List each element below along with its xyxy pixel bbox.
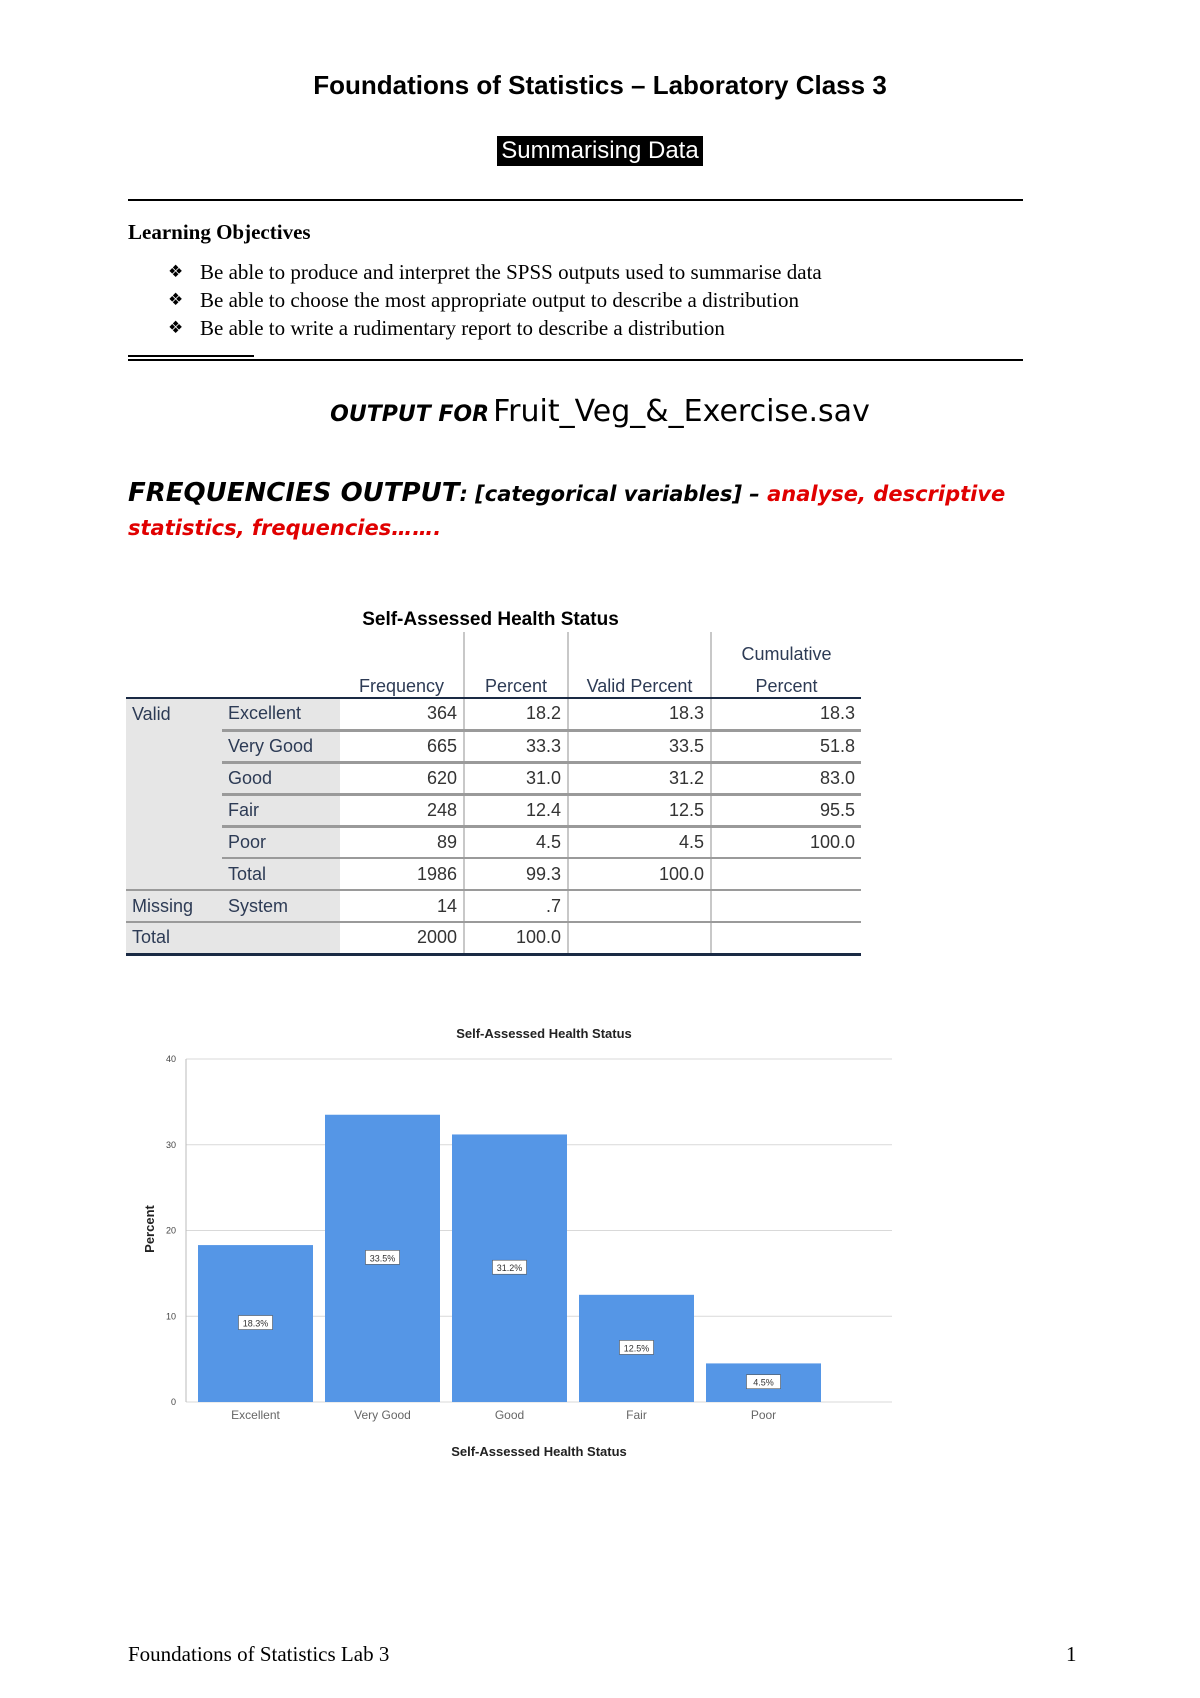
cell-cumulative: 95.5 (711, 794, 861, 826)
frequencies-menu-path-2: statistics, frequencies……. (128, 516, 442, 540)
data-label: 18.3% (242, 1318, 269, 1329)
y-tick-label: 30 (165, 1139, 176, 1150)
table-header-row (126, 632, 861, 665)
row-label: Total (222, 858, 340, 890)
column-header-valid-percent: Valid Percent (568, 665, 711, 698)
x-tick-label: Good (494, 1408, 525, 1422)
cell-percent: 31.0 (464, 762, 568, 794)
row-group-label-valid: Valid (126, 698, 222, 730)
cell-frequency: 364 (340, 698, 464, 730)
cell-frequency: 14 (340, 890, 464, 922)
table-row (126, 826, 861, 858)
cell-frequency: 665 (340, 730, 464, 762)
row-label: Good (222, 762, 340, 794)
cell-cumulative: 18.3 (711, 698, 861, 730)
cell-valid-percent: 4.5 (568, 826, 711, 858)
cell-percent: 99.3 (464, 858, 568, 890)
x-tick-label: Excellent (231, 1408, 280, 1422)
row-label: Very Good (222, 730, 340, 762)
cell-valid-percent: 31.2 (568, 762, 711, 794)
table-row (126, 762, 861, 794)
cell-cumulative: 83.0 (711, 762, 861, 794)
table-title: Self-Assessed Health Status (362, 609, 619, 630)
row-group-label-missing: Missing (126, 890, 222, 922)
x-tick-label: Fair (626, 1408, 647, 1422)
subtitle-wrap (0, 136, 1200, 166)
output-filename: Fruit_Veg_&_Exercise.sav (493, 394, 870, 429)
cell-frequency: 620 (340, 762, 464, 794)
cell-valid-percent: 12.5 (568, 794, 711, 826)
chart-y-axis-label: Percent (142, 1205, 157, 1253)
footer-text: Foundations of Statistics Lab 3 (128, 1642, 390, 1666)
diamond-bullet-icon: ❖ (168, 318, 184, 338)
cell-percent: 12.4 (464, 794, 568, 826)
chart-x-axis-label: Self-Assessed Health Status (451, 1444, 627, 1459)
cell-valid-percent: 33.5 (568, 730, 711, 762)
y-tick-label: 10 (165, 1311, 176, 1322)
list-item (168, 314, 822, 342)
cell-valid-percent: 100.0 (568, 858, 711, 890)
cell-frequency: 248 (340, 794, 464, 826)
x-tick-label: Very Good (354, 1408, 411, 1422)
table-row (126, 698, 861, 730)
cell-frequency: 2000 (340, 922, 464, 954)
column-header-cumulative-top: Cumulative (711, 632, 861, 665)
cell-valid-percent: 18.3 (568, 698, 711, 730)
table-row (126, 794, 861, 826)
cell-cumulative: 51.8 (711, 730, 861, 762)
page-number: 1 (1066, 1642, 1077, 1666)
bar-chart (128, 1024, 908, 1464)
frequencies-label: FREQUENCIES OUTPUT (128, 478, 460, 508)
data-label: 31.2% (496, 1263, 523, 1274)
table-row (126, 730, 861, 762)
cell-percent: 4.5 (464, 826, 568, 858)
row-label: Fair (222, 794, 340, 826)
output-prefix: OUTPUT FOR (330, 402, 490, 427)
cell-percent: 18.2 (464, 698, 568, 730)
diamond-bullet-icon: ❖ (168, 290, 184, 310)
frequency-table (126, 632, 861, 956)
data-label: 4.5% (753, 1377, 774, 1388)
row-label: Poor (222, 826, 340, 858)
short-rule (128, 355, 254, 357)
chart-title: Self-Assessed Health Status (456, 1026, 632, 1041)
frequencies-heading (128, 476, 1028, 545)
x-tick-label: Poor (750, 1408, 777, 1422)
objective-text: Be able to choose the most appropriate output to describe a distribution (200, 288, 799, 312)
row-label: Excellent (222, 698, 340, 730)
cell-percent: 100.0 (464, 922, 568, 954)
output-heading (0, 394, 1200, 429)
y-tick-label: 0 (170, 1397, 176, 1407)
column-header-frequency: Frequency (340, 665, 464, 698)
table-row (126, 890, 861, 922)
page-title: Foundations of Statistics – Laboratory Class 3 (313, 70, 887, 100)
objective-text: Be able to produce and interpret the SPSS outputs used to summarise data (200, 260, 822, 284)
cell-cumulative: 100.0 (711, 826, 861, 858)
cell-percent: 33.3 (464, 730, 568, 762)
cell-percent: .7 (464, 890, 568, 922)
frequencies-menu-path-1: analyse, descriptive (767, 482, 1006, 506)
learning-objectives-list (168, 258, 822, 342)
list-item (168, 258, 822, 286)
diamond-bullet-icon: ❖ (168, 262, 184, 282)
bottom-rule (128, 359, 1023, 361)
learning-objectives-heading: Learning Objectives (128, 220, 311, 244)
cell-frequency: 1986 (340, 858, 464, 890)
table-row (126, 858, 861, 890)
column-header-percent: Percent (464, 665, 568, 698)
objective-text: Be able to write a rudimentary report to describe a distribution (200, 316, 725, 340)
y-tick-label: 20 (165, 1225, 176, 1236)
list-item (168, 286, 822, 314)
data-label: 12.5% (623, 1343, 650, 1354)
column-header-cumulative-bottom: Percent (711, 665, 861, 698)
row-label: System (222, 890, 340, 922)
cell-frequency: 89 (340, 826, 464, 858)
page-subtitle: Summarising Data (497, 136, 702, 166)
cell-cumulative (711, 858, 861, 890)
row-group-label-total: Total (126, 922, 222, 954)
table-header-row (126, 665, 861, 698)
y-tick-label: 40 (165, 1054, 176, 1064)
top-rule (128, 199, 1023, 201)
table-row (126, 922, 861, 954)
data-label: 33.5% (369, 1253, 396, 1264)
frequencies-colon-part: : [categorical variables] – (459, 482, 760, 506)
